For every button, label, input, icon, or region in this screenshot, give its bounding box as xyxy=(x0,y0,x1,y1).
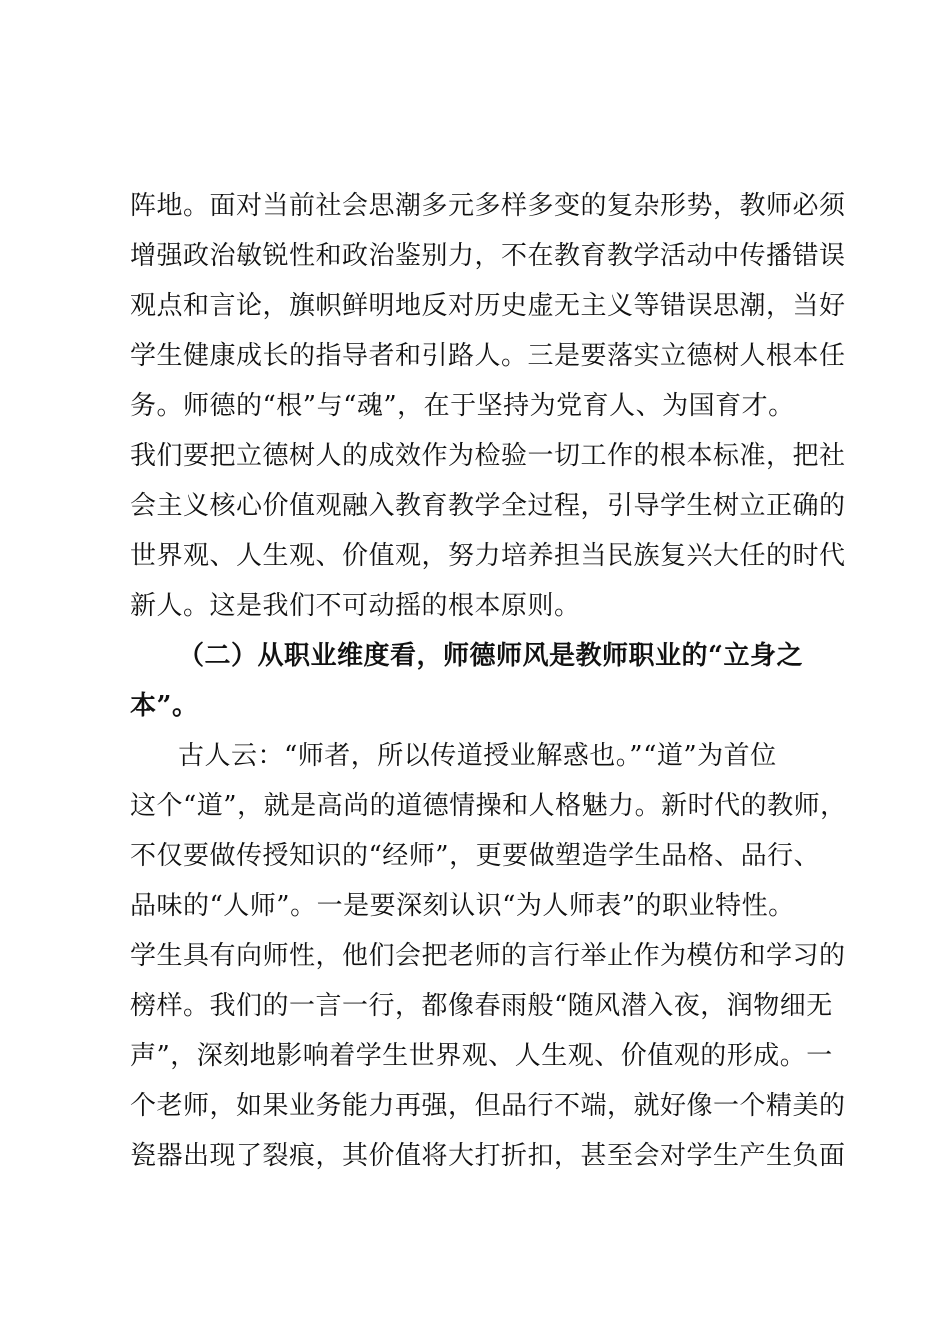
section-heading-continued: 本”。 xyxy=(130,691,199,721)
text-line: 会主义核心价值观融入教育教学全过程，引导学生树立正确的 xyxy=(130,491,846,521)
text-line: 阵地。面对当前社会思潮多元多样多变的复杂形势，教师必须 xyxy=(130,191,846,221)
text-line: 世界观、人生观、价值观，努力培养担当民族复兴大任的时代 xyxy=(130,541,846,571)
text-line: 榜样。我们的一言一行，都像春雨般“随风潜入夜，润物细无 xyxy=(130,991,833,1021)
section-heading: （二）从职业维度看，师德师风是教师职业的“立身之 xyxy=(178,641,803,671)
text-line: 个老师，如果业务能力再强，但品行不端，就好像一个精美的 xyxy=(130,1091,846,1121)
text-line: 务。师德的“根”与“魂”，在于坚持为党育人、为国育才。 xyxy=(130,391,795,421)
text-line: 我们要把立德树人的成效作为检验一切工作的根本标准，把社 xyxy=(130,441,846,471)
text-line: 古人云：“师者，所以传道授业解惑也。”“道”为首位 xyxy=(178,741,777,771)
text-line: 学生健康成长的指导者和引路人。三是要落实立德树人根本任 xyxy=(130,341,846,371)
text-line: 瓷器出现了裂痕，其价值将大打折扣，甚至会对学生产生负面 xyxy=(130,1141,846,1171)
text-line: 品味的“人师”。一是要深刻认识“为人师表”的职业特性。 xyxy=(130,891,795,921)
text-line: 观点和言论，旗帜鲜明地反对历史虚无主义等错误思潮，当好 xyxy=(130,291,846,321)
text-line: 这个“道”，就是高尚的道德情操和人格魅力。新时代的教师， xyxy=(130,791,847,821)
text-line: 新人。这是我们不可动摇的根本原则。 xyxy=(130,591,581,621)
text-line: 不仅要做传授知识的“经师”，更要做塑造学生品格、品行、 xyxy=(130,841,821,871)
text-line: 声”，深刻地影响着学生世界观、人生观、价值观的形成。一 xyxy=(130,1041,833,1071)
text-line: 增强政治敏锐性和政治鉴别力，不在教育教学活动中传播错误 xyxy=(130,241,846,271)
text-line: 学生具有向师性，他们会把老师的言行举止作为模仿和学习的 xyxy=(130,941,846,971)
